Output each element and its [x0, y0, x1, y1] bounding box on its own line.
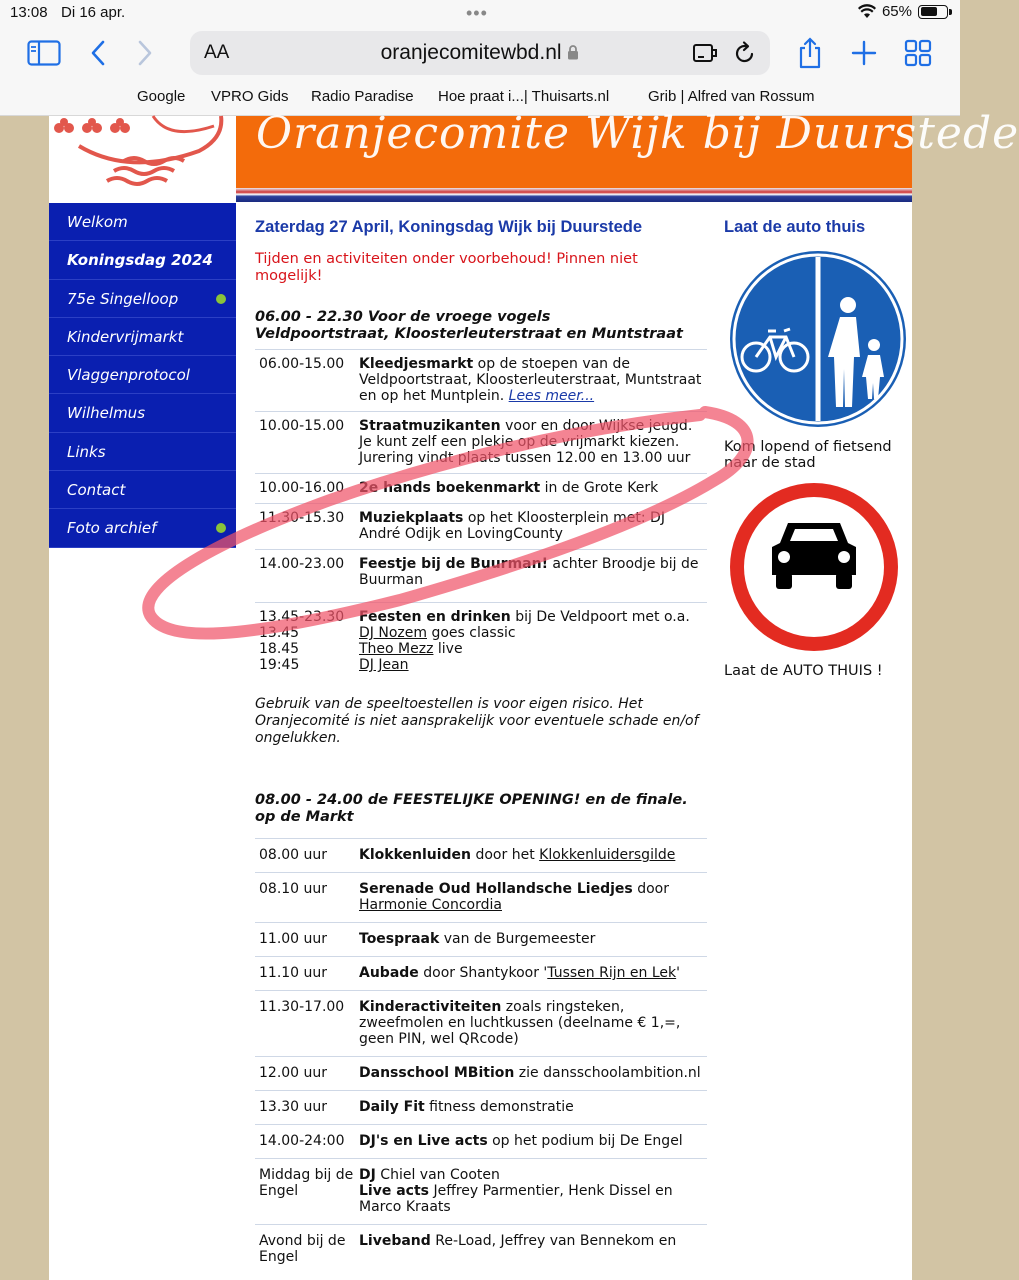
lees-meer-link[interactable]: Lees meer... — [508, 388, 595, 404]
right-column — [724, 218, 912, 679]
forward-icon[interactable] — [127, 36, 163, 70]
dj-nozem-link[interactable]: DJ Nozem — [359, 625, 427, 641]
section-heading: 06.00 - 22.30 Voor de vroege vogels Veldpoortstraat, Kloosterleuterstraat en Muntstraat — [255, 309, 683, 342]
bookmark-vpro-gids[interactable]: VPRO Gids — [211, 88, 289, 105]
nav-kindervrijmarkt[interactable]: Kindervrijmarkt — [49, 318, 236, 356]
nav-foto-archief[interactable]: Foto archief — [49, 509, 236, 547]
theo-mezz-link[interactable]: Theo Mezz — [359, 641, 434, 657]
table-row: 11.30-17.00 Kinderactiviteiten zoals ringsteken, zweefmolen en luchtkussen (deelname € 1,=, geen PIN, wel QRcode) — [255, 991, 707, 1057]
nav-singelloop[interactable]: 75e Singelloop — [49, 280, 236, 318]
nav-wilhelmus[interactable]: Wilhelmus — [49, 394, 236, 432]
url-text[interactable]: oranjecomitewbd.nl — [190, 41, 770, 65]
schedule-table — [255, 349, 707, 680]
table-row: 12.00 uur Dansschool MBition zie dansschoolambition.nl — [255, 1057, 707, 1091]
table-row: 10.00-15.00 Straatmuzikanten voor en door Wijkse jeugd. Je kunt zelf een plekje op de vrijmarkt kiezen. Jurering vindt plaats tussen 12.00 en 13.00 uur — [255, 412, 707, 474]
walk-bike-caption: Kom lopend of fietsend naar de stad — [724, 439, 892, 471]
bookmark-grib[interactable]: Grib | Alfred van Rossum — [648, 88, 815, 105]
schedule-table — [255, 838, 707, 1274]
table-row: Avond bij de Engel Liveband Re-Load, Jeffrey van Bennekom en — [259, 1233, 677, 1265]
table-row: 08.10 uur Serenade Oud Hollandsche Liedjes door Harmonie Concordia — [255, 873, 707, 923]
bookmark-radio-paradise[interactable]: Radio Paradise — [311, 88, 414, 105]
tabs-overview-icon[interactable] — [900, 36, 936, 70]
table-row: 10.00-16.00 2e hands boekenmarkt in de Grote Kerk — [255, 474, 707, 504]
shared-path-sign-icon — [724, 245, 912, 435]
no-cars-sign-icon — [724, 483, 912, 653]
banner-title: Oranjecomite Wijk bij Duurstede — [256, 108, 1019, 159]
back-icon[interactable] — [80, 36, 116, 70]
status-bar — [0, 0, 960, 28]
extensions-icon[interactable] — [692, 41, 720, 69]
right-title: Laat de auto thuis — [724, 218, 866, 236]
reload-icon[interactable] — [734, 41, 756, 69]
table-row: 08.00 uur Klokkenluiden door het Klokkenluidersgilde — [255, 839, 707, 873]
bookmark-thuisarts[interactable]: Hoe praat i...| Thuisarts.nl — [438, 88, 610, 105]
main-content — [255, 218, 707, 1274]
status-date: Di 16 apr. — [61, 4, 126, 21]
site-banner — [236, 108, 1019, 188]
site-navigation — [49, 203, 236, 547]
submenu-arrow-icon — [216, 523, 226, 533]
nav-koningsdag-2024[interactable]: Koningsdag 2024 — [49, 241, 236, 279]
sidebar-icon[interactable] — [26, 36, 62, 70]
table-row: 11.30-15.30 Muziekplaats op het Kloosterplein met: DJ André Odijk en LovingCounty — [255, 504, 707, 550]
battery-percent: 65% — [881, 3, 912, 20]
table-row: Middag bij de Engel DJ Chiel van Cooten Live acts Jeffrey Parmentier, Henk Dissel en Marco Kraats — [255, 1159, 707, 1225]
nav-contact[interactable]: Contact — [49, 471, 236, 509]
nav-welkom[interactable]: Welkom — [49, 203, 236, 241]
battery-icon — [918, 5, 948, 19]
table-row: 14.00-24:00 DJ's en Live acts op het podium bij De Engel — [255, 1125, 707, 1159]
new-tab-icon[interactable] — [846, 36, 882, 70]
notice-text: Tijden en activiteiten onder voorbehoud! Pinnen niet mogelijk! — [255, 251, 638, 284]
site-logo[interactable] — [49, 116, 236, 202]
nav-vlaggenprotocol[interactable]: Vlaggenprotocol — [49, 356, 236, 394]
multitasking-dots[interactable]: ••• — [466, 3, 488, 23]
battery-fill — [921, 7, 937, 16]
wifi-icon — [858, 5, 876, 19]
table-row: 11.10 uur Aubade door Shantykoor 'Tussen Rijn en Lek' — [255, 957, 707, 991]
share-icon[interactable] — [792, 36, 828, 70]
car-caption: Laat de AUTO THUIS ! — [724, 663, 883, 679]
table-row: 13.30 uur Daily Fit fitness demonstratie — [255, 1091, 707, 1125]
table-row: 06.00-15.00 Kleedjesmarkt op de stoepen van de Veldpoortstraat, Kloosterleuterstraat, Muntstraat en op het Muntplein. Lees meer... — [255, 350, 707, 412]
klokkenluidersgilde-link[interactable]: Klokkenluidersgilde — [539, 847, 676, 863]
web-page — [49, 108, 1019, 1280]
tussen-rijn-en-lek-link[interactable]: Tussen Rijn en Lek — [547, 965, 677, 981]
table-row: 14.00-23.00 Feestje bij de Buurman! achter Broodje bij de Buurman — [255, 550, 707, 603]
page-title: Zaterdag 27 April, Koningsdag Wijk bij Duurstede — [255, 218, 643, 236]
status-time: 13:08 — [10, 4, 48, 21]
browser-toolbar — [0, 28, 960, 80]
table-row: 13.45-23.30 13.45 18.45 19:45 Feesten en drinken bij De Veldpoort met o.a. DJ Nozem goes classic Theo Mezz live DJ Jean — [259, 609, 690, 673]
harmonie-concordia-link[interactable]: Harmonie Concordia — [359, 897, 502, 913]
text-size-button[interactable]: AA — [204, 42, 230, 63]
address-bar[interactable] — [190, 31, 770, 75]
nav-links[interactable]: Links — [49, 433, 236, 471]
section-heading: 08.00 - 24.00 de FEESTELIJKE OPENING! en de finale. op de Markt — [255, 792, 688, 825]
disclaimer-text: Gebruik van de speeltoestellen is voor eigen risico. Het Oranjecomité is niet aansprakelijk voor eventuele schade en/of ongelukken. — [255, 696, 699, 746]
flag-stripe — [236, 188, 912, 202]
submenu-arrow-icon — [216, 294, 226, 304]
table-row: 11.00 uur Toespraak van de Burgemeester — [255, 923, 707, 957]
lock-icon — [567, 45, 579, 60]
bookmark-google[interactable]: Google — [137, 88, 186, 105]
dj-jean-link[interactable]: DJ Jean — [359, 657, 409, 673]
